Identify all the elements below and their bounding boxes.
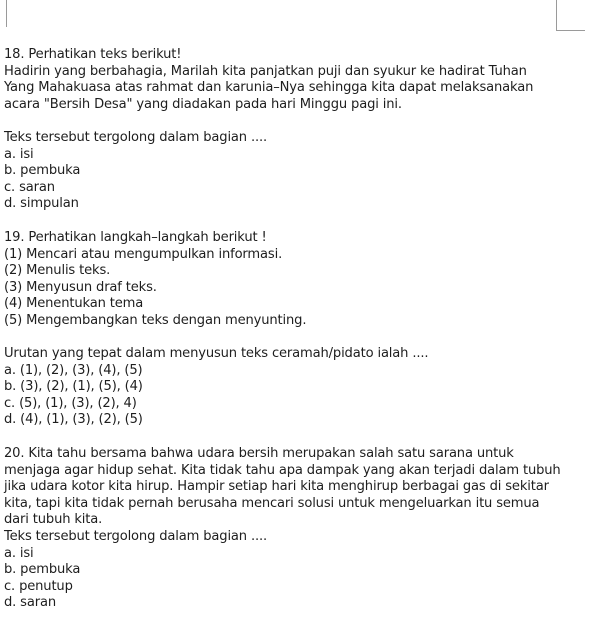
question-20 [4,446,604,612]
answer-option-c: c. penutup [4,578,73,594]
question-19 [4,230,604,429]
passage-line: kita, tapi kita tidak pernah berusaha mencari solusi untuk mengeluarkan itu semua [4,495,540,511]
passage-line: Hadirin yang berbahagia, Marilah kita panjatkan puji dan syukur ke hadirat Tuhan [4,63,527,79]
passage-line: Yang Mahakuasa atas rahmat dan karunia–Nya sehingga kita dapat melaksanakan [4,80,534,96]
passage-line: 20. Kita tahu bersama bahwa udara bersih merupakan salah satu sarana untuk [4,446,514,462]
top-right-edge-mark-horizontal [556,30,585,31]
step-item: (2) Menulis teks. [4,263,111,279]
answer-option-d: d. simpulan [4,196,79,212]
answer-option-d: d. (4), (1), (3), (2), (5) [4,412,143,428]
passage-line: menjaga agar hidup sehat. Kita tidak tahu apa dampak yang akan terjadi dalam tubuh [4,462,561,478]
question-title: 18. Perhatikan teks berikut! [4,47,182,62]
question-prompt: Teks tersebut tergolong dalam bagian .... [4,529,268,545]
step-item: (3) Menyusun draf teks. [4,279,157,295]
exam-document [4,47,604,612]
question-title: 19. Perhatikan langkah–langkah berikut ! [4,229,267,245]
passage-line: jika udara kotor kita hirup. Hampir setiap hari kita menghirup berbagai gas di sekitar [4,479,549,495]
answer-option-c: c. (5), (1), (3), (2), 4) [4,395,137,411]
answer-option-a: a. isi [4,545,34,561]
answer-option-b: b. (3), (2), (1), (5), (4) [4,379,143,395]
question-18 [4,47,604,213]
passage-line: acara "Bersih Desa" yang diadakan pada hari Minggu pagi ini. [4,96,402,112]
answer-option-a: a. (1), (2), (3), (4), (5) [4,362,143,378]
answer-option-b: b. pembuka [4,163,81,179]
step-item: (1) Mencari atau mengumpulkan informasi. [4,246,283,262]
step-item: (4) Menentukan tema [4,296,144,312]
answer-option-a: a. isi [4,146,34,162]
question-prompt: Urutan yang tepat dalam menyusun teks ceramah/pidato ialah .... [4,346,429,362]
top-right-edge-mark-vertical [556,0,557,30]
step-item: (5) Mengembangkan teks dengan menyunting. [4,312,307,328]
top-left-edge-mark [6,0,7,27]
answer-option-d: d. saran [4,595,56,611]
answer-option-b: b. pembuka [4,562,81,578]
answer-option-c: c. saran [4,179,55,195]
passage-line: dari tubuh kita. [4,512,103,528]
question-prompt: Teks tersebut tergolong dalam bagian .... [4,129,268,145]
